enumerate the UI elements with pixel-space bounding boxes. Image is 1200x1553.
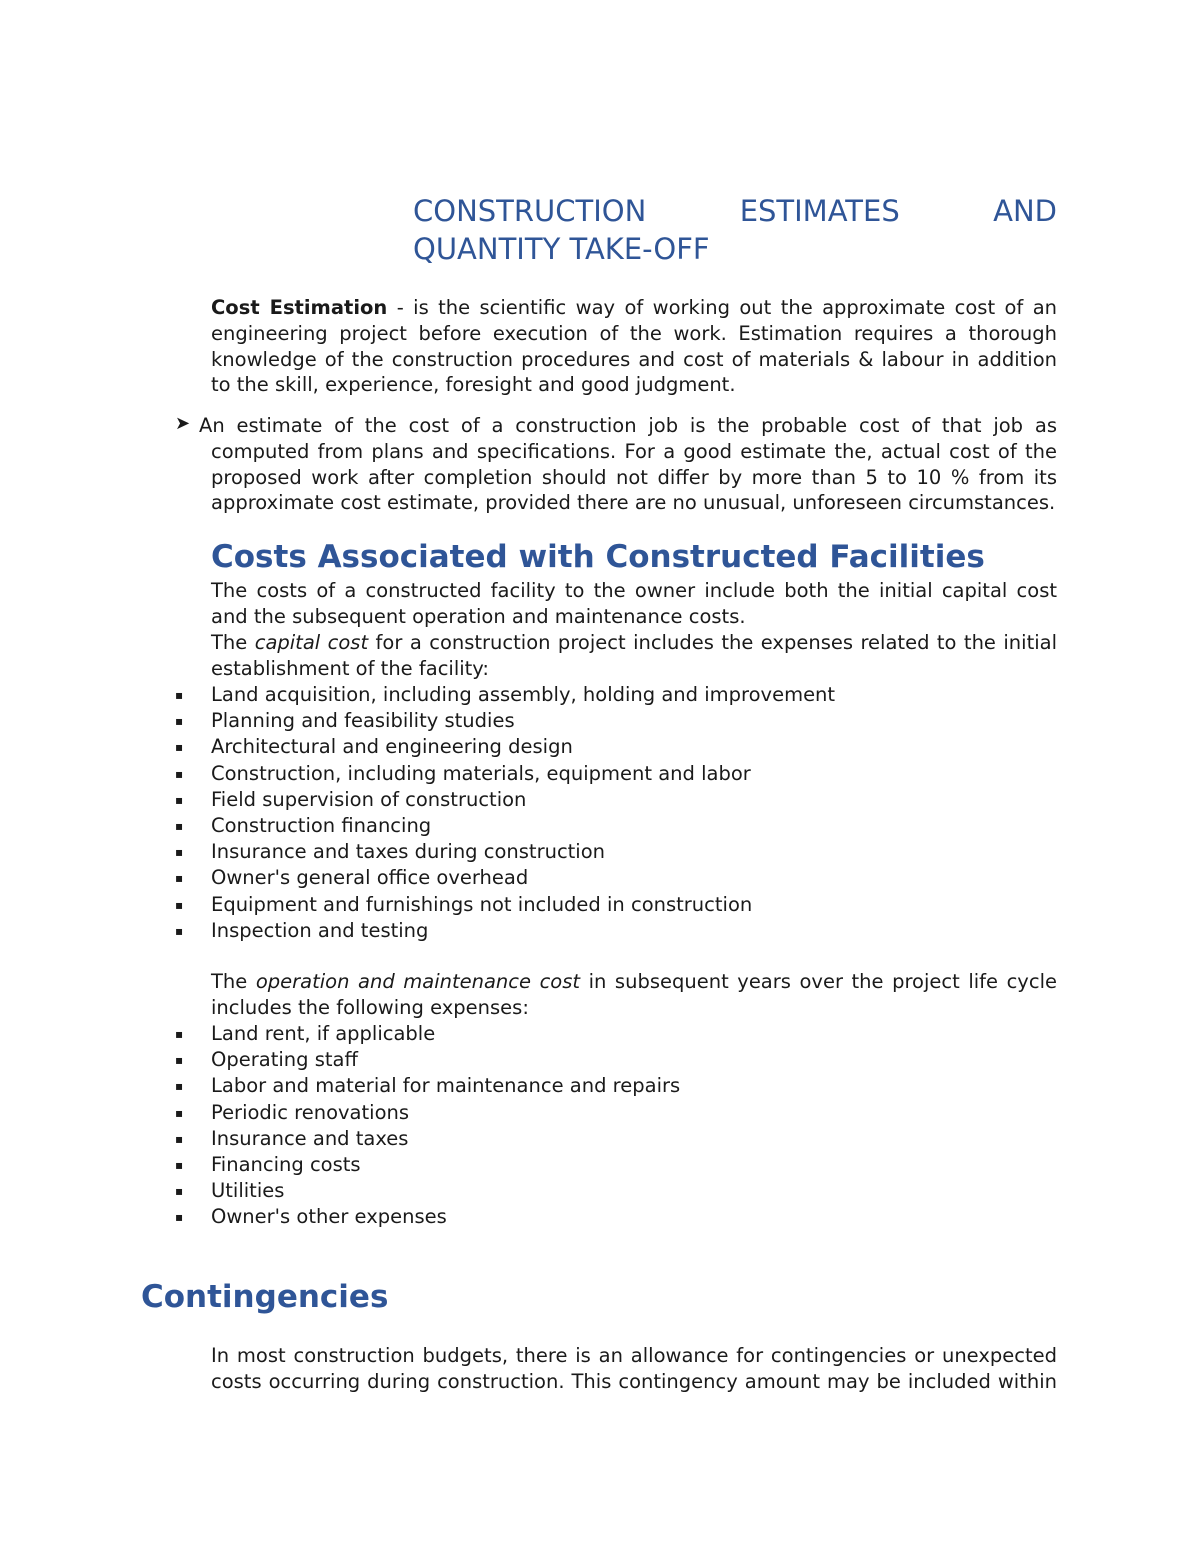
title-word: AND xyxy=(993,194,1057,228)
list-item: ▪ Equipment and furnishings not included in construction xyxy=(211,892,835,918)
cost-estimation-paragraph xyxy=(211,295,1057,398)
cost-estimation-term: Cost Estimation xyxy=(211,296,388,319)
bullet-icon: ▪ xyxy=(175,1027,184,1041)
bullet-icon: ▪ xyxy=(175,897,184,912)
bullet-icon: ▪ xyxy=(175,845,184,860)
bullet-icon: ▪ xyxy=(175,871,184,886)
om-post: in subsequent years over the project life cycle includes the following expenses: xyxy=(211,970,1057,1019)
list-item: ▪ Owner's general office overhead xyxy=(211,865,835,891)
list-item: ▪ Land acquisition, including assembly, holding and improvement xyxy=(211,682,835,708)
bullet-icon: ▪ xyxy=(175,792,184,807)
arrow-point xyxy=(175,413,1057,516)
title-word: CONSTRUCTION xyxy=(413,194,647,228)
capital-pre: The xyxy=(211,631,255,654)
bullet-icon: ▪ xyxy=(175,819,184,834)
title-line-2: QUANTITY TAKE-OFF xyxy=(413,232,710,266)
arrow-point-text: An estimate of the cost of a construction job is the probable cost of that job as computed from plans and specifications. For a good estimate the, actual cost of the proposed work after completion should not differ by more than 5 to 10 % from its approximate cost estimate, provided there are no unusual, unforeseen circumstances. xyxy=(199,414,1057,515)
list-item: ▪ Insurance and taxes xyxy=(211,1126,680,1152)
bullet-icon: ▪ xyxy=(175,766,184,781)
capital-post: for a construction project includes the expenses related to the initial establishment of the facility: xyxy=(211,631,1057,680)
list-item: ▪ Inspection and testing xyxy=(211,918,835,944)
om-cost-term: operation and maintenance cost xyxy=(255,970,581,993)
list-item: ▪ Land rent, if applicable xyxy=(211,1021,680,1047)
arrow-bullet-icon: ➤ xyxy=(175,413,191,434)
contingencies-heading: Contingencies xyxy=(141,1279,389,1315)
list-item: ▪ Financing costs xyxy=(211,1152,680,1178)
list-item: ▪ Architectural and engineering design xyxy=(211,734,835,760)
costs-intro-paragraph: The costs of a constructed facility to the owner include both the initial capital cost and the subsequent operation and maintenance costs. xyxy=(211,579,1057,628)
list-item: ▪ Utilities xyxy=(211,1178,680,1204)
list-item: ▪ Planning and feasibility studies xyxy=(211,708,835,734)
bullet-icon: ▪ xyxy=(175,1105,184,1120)
bullet-icon: ▪ xyxy=(175,740,184,755)
list-item: ▪ Owner's other expenses xyxy=(211,1204,680,1230)
list-item: ▪ Operating staff xyxy=(211,1047,680,1073)
bullet-icon: ▪ xyxy=(175,1131,184,1146)
contingencies-paragraph: In most construction budgets, there is an allowance for contingencies or unexpected costs occurring during construction. This contingency amount may be included within xyxy=(211,1344,1057,1393)
bullet-icon: ▪ xyxy=(175,923,184,938)
om-cost-paragraph xyxy=(211,969,1057,1021)
capital-cost-paragraph xyxy=(211,630,1057,682)
list-item: ▪ Construction, including materials, equipment and labor xyxy=(211,761,835,787)
list-item: ▪ Field supervision of construction xyxy=(211,787,835,813)
bullet-icon: ▪ xyxy=(175,1079,184,1094)
list-item: ▪ Periodic renovations xyxy=(211,1100,680,1126)
capital-cost-term: capital cost xyxy=(254,631,369,654)
bullet-icon: ▪ xyxy=(175,1158,184,1173)
document-title xyxy=(413,192,1057,268)
list-item: ▪ Insurance and taxes during construction xyxy=(211,839,835,865)
list-item: ▪ Labor and material for maintenance and repairs xyxy=(211,1073,680,1099)
title-word: ESTIMATES xyxy=(739,194,900,228)
bullet-icon: ▪ xyxy=(175,1184,184,1199)
bullet-icon: ▪ xyxy=(175,714,184,729)
bullet-icon: ▪ xyxy=(175,1210,184,1225)
cost-estimation-body: - is the scientific way of working out the approximate cost of an engineering project before execution of the work. Estimation requires a thorough knowledge of the construction procedures and cost of materials & labour in addition to the skill, experience, foresight and good judgment. xyxy=(211,296,1057,397)
bullet-icon: ▪ xyxy=(175,1053,184,1068)
capital-cost-list xyxy=(175,682,836,944)
list-item: ▪ Construction financing xyxy=(211,813,835,839)
om-pre: The xyxy=(211,970,256,993)
costs-section-heading: Costs Associated with Constructed Facilities xyxy=(211,539,985,575)
bullet-icon: ▪ xyxy=(175,688,184,702)
om-cost-list xyxy=(175,1021,681,1231)
title-line-1 xyxy=(413,192,1057,230)
